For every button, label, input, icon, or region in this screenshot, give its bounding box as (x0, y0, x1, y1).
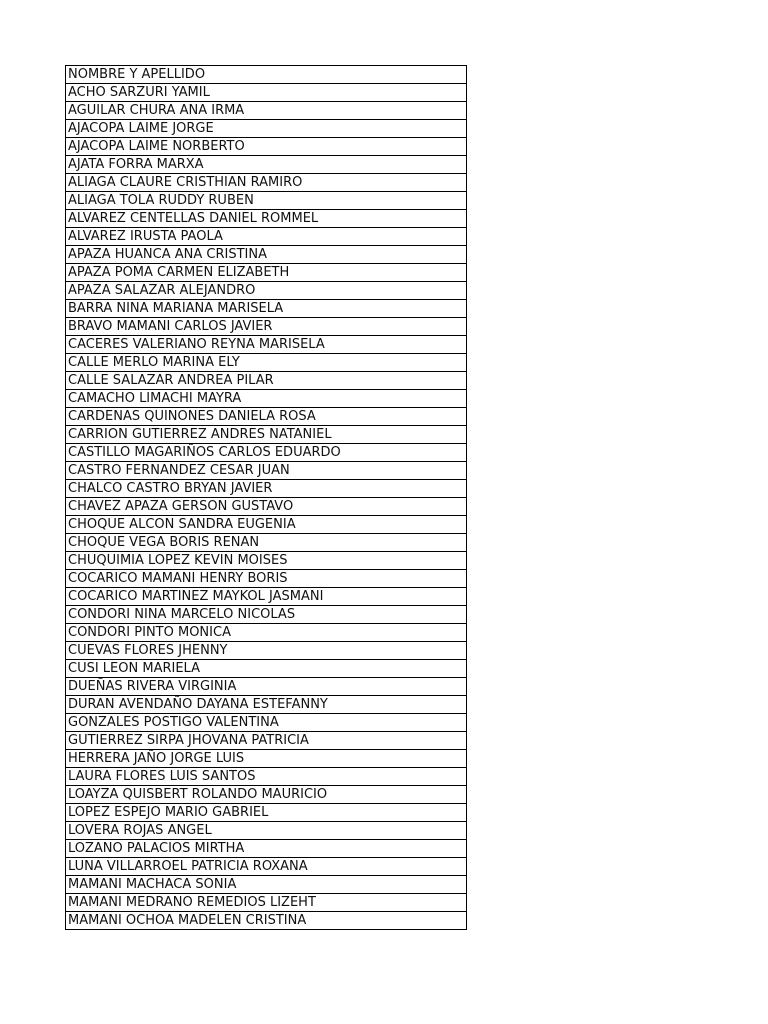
name-cell: AGUILAR CHURA ANA IRMA (66, 102, 467, 120)
name-cell: BARRA NINA MARIANA MARISELA (66, 300, 467, 318)
table-row (66, 300, 467, 318)
name-cell: CHOQUE ALCON SANDRA EUGENIA (66, 516, 467, 534)
name-cell: CONDORI PINTO MONICA (66, 624, 467, 642)
name-cell: AJACOPA LAIME NORBERTO (66, 138, 467, 156)
table-row (66, 678, 467, 696)
table-row (66, 120, 467, 138)
table-row (66, 822, 467, 840)
names-table (65, 65, 467, 930)
name-cell: LOAYZA QUISBERT ROLANDO MAURICIO (66, 786, 467, 804)
table-row (66, 138, 467, 156)
name-cell: CALLE MERLO MARINA ELY (66, 354, 467, 372)
table-row (66, 642, 467, 660)
name-cell: CARDENAS QUINONES DANIELA ROSA (66, 408, 467, 426)
name-cell: ALVAREZ IRUSTA PAOLA (66, 228, 467, 246)
name-cell: ALIAGA TOLA RUDDY RUBEN (66, 192, 467, 210)
name-cell: CARRION GUTIERREZ ANDRES NATANIEL (66, 426, 467, 444)
table-row (66, 174, 467, 192)
table-row (66, 894, 467, 912)
name-cell: MAMANI MACHACA SONIA (66, 876, 467, 894)
table-row (66, 660, 467, 678)
table-row (66, 102, 467, 120)
name-cell: CHOQUE VEGA BORIS RENAN (66, 534, 467, 552)
table-row (66, 192, 467, 210)
table-row (66, 282, 467, 300)
name-cell: CHUQUIMIA LOPEZ KEVIN MOISES (66, 552, 467, 570)
name-cell: GUTIERREZ SIRPA JHOVANA PATRICIA (66, 732, 467, 750)
name-cell: HERRERA JAÑO JORGE LUIS (66, 750, 467, 768)
name-cell: CAMACHO LIMACHI MAYRA (66, 390, 467, 408)
name-cell: CUSI LEON MARIELA (66, 660, 467, 678)
table-row (66, 732, 467, 750)
name-cell: CASTRO FERNANDEZ CESAR JUAN (66, 462, 467, 480)
name-cell: LAURA FLORES LUIS SANTOS (66, 768, 467, 786)
name-cell: AJATA FORRA MARXA (66, 156, 467, 174)
name-cell: APAZA SALAZAR ALEJANDRO (66, 282, 467, 300)
name-cell: ALIAGA CLAURE CRISTHIAN RAMIRO (66, 174, 467, 192)
table-row (66, 624, 467, 642)
table-row (66, 750, 467, 768)
name-cell: LOZANO PALACIOS MIRTHA (66, 840, 467, 858)
name-cell: CASTILLO MAGARIÑOS CARLOS EDUARDO (66, 444, 467, 462)
table-row (66, 84, 467, 102)
name-cell: CACERES VALERIANO REYNA MARISELA (66, 336, 467, 354)
name-cell: ALVAREZ CENTELLAS DANIEL ROMMEL (66, 210, 467, 228)
name-cell: MAMANI MEDRANO REMEDIOS LIZEHT (66, 894, 467, 912)
table-row (66, 714, 467, 732)
name-cell: CUEVAS FLORES JHENNY (66, 642, 467, 660)
table-row (66, 210, 467, 228)
name-cell: APAZA POMA CARMEN ELIZABETH (66, 264, 467, 282)
table-row (66, 858, 467, 876)
table-row (66, 588, 467, 606)
table-row (66, 444, 467, 462)
table-row (66, 426, 467, 444)
name-cell: AJACOPA LAIME JORGE (66, 120, 467, 138)
name-cell: CONDORI NINA MARCELO NICOLAS (66, 606, 467, 624)
table-row (66, 786, 467, 804)
table-row (66, 552, 467, 570)
table-row (66, 480, 467, 498)
table-row (66, 372, 467, 390)
table-row (66, 876, 467, 894)
name-cell: DUEÑAS RIVERA VIRGINIA (66, 678, 467, 696)
name-cell: BRAVO MAMANI CARLOS JAVIER (66, 318, 467, 336)
header-cell: NOMBRE Y APELLIDO (66, 66, 467, 84)
table-row (66, 228, 467, 246)
table-row (66, 516, 467, 534)
table-row (66, 498, 467, 516)
table-row (66, 912, 467, 930)
name-cell: DURAN AVENDAÑO DAYANA ESTEFANNY (66, 696, 467, 714)
table-row (66, 408, 467, 426)
name-cell: CALLE SALAZAR ANDREA PILAR (66, 372, 467, 390)
table-row (66, 354, 467, 372)
name-cell: MAMANI OCHOA MADELEN CRISTINA (66, 912, 467, 930)
table-row (66, 390, 467, 408)
table-row (66, 336, 467, 354)
name-cell: GONZALES POSTIGO VALENTINA (66, 714, 467, 732)
header-row (66, 66, 467, 84)
table-row (66, 534, 467, 552)
table-row (66, 804, 467, 822)
name-cell: APAZA HUANCA ANA CRISTINA (66, 246, 467, 264)
name-cell: CHAVEZ APAZA GERSON GUSTAVO (66, 498, 467, 516)
table-row (66, 156, 467, 174)
table-row (66, 570, 467, 588)
table-row (66, 462, 467, 480)
name-cell: LUNA VILLARROEL PATRICIA ROXANA (66, 858, 467, 876)
name-cell: LOVERA ROJAS ANGEL (66, 822, 467, 840)
names-table-body (66, 66, 467, 930)
name-cell: COCARICO MAMANI HENRY BORIS (66, 570, 467, 588)
table-row (66, 696, 467, 714)
table-row (66, 840, 467, 858)
name-cell: LOPEZ ESPEJO MARIO GABRIEL (66, 804, 467, 822)
table-row (66, 246, 467, 264)
name-cell: ACHO SARZURI YAMIL (66, 84, 467, 102)
table-row (66, 264, 467, 282)
table-row (66, 318, 467, 336)
table-row (66, 606, 467, 624)
table-row (66, 768, 467, 786)
name-cell: COCARICO MARTINEZ MAYKOL JASMANI (66, 588, 467, 606)
name-cell: CHALCO CASTRO BRYAN JAVIER (66, 480, 467, 498)
